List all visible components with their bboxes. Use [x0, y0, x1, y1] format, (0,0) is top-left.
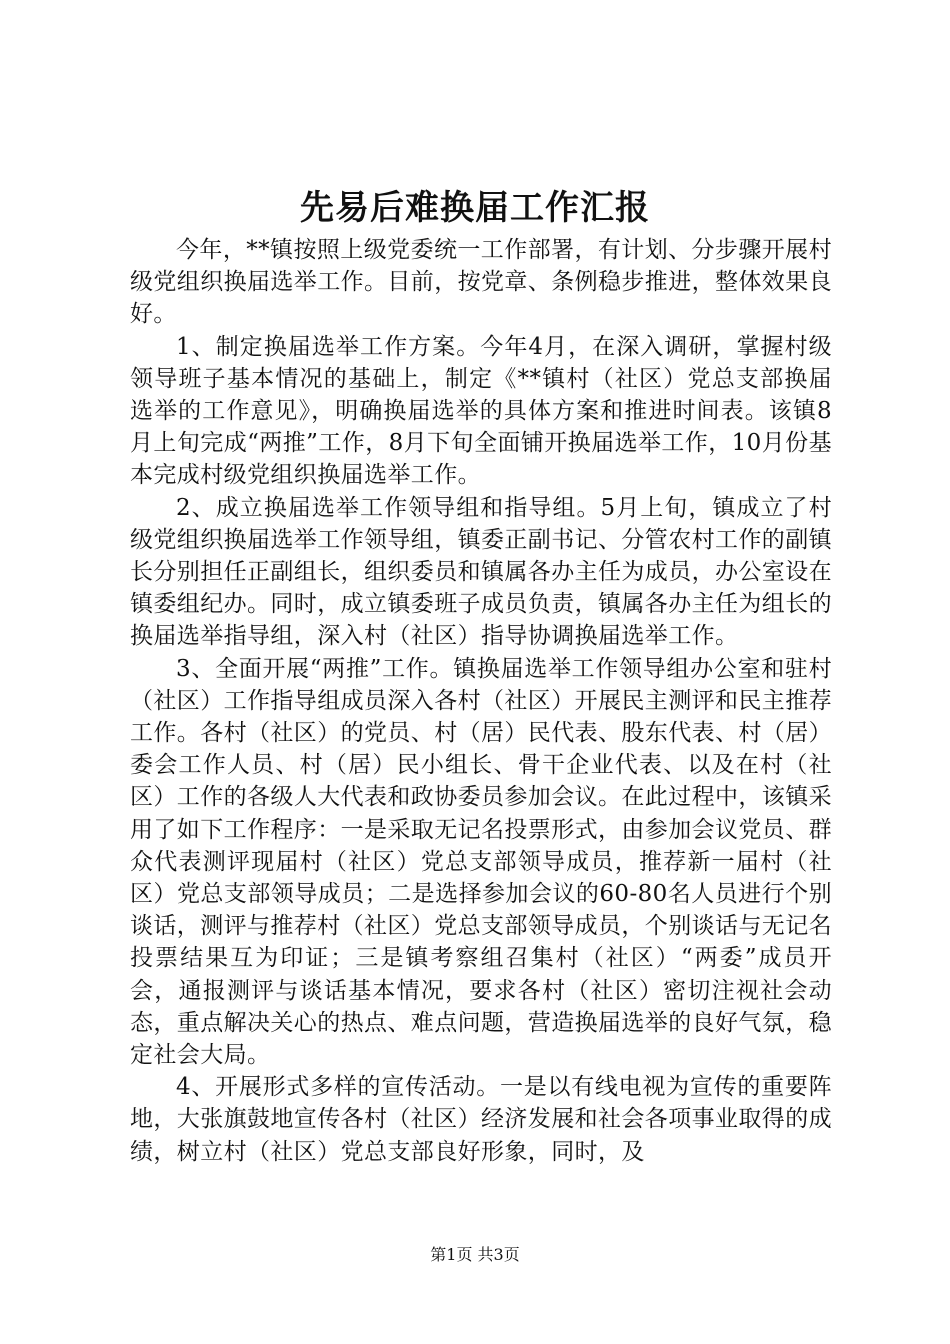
document-body — [130, 234, 832, 1168]
page-footer: 第1页 共3页 — [430, 1245, 520, 1264]
paragraph-2: 2、成立换届选举工作领导组和指导组。5月上旬，镇成立了村级党组织换届选举工作领导组，镇委正副书记、分管农村工作的副镇长分别担任正副组长，组织委员和镇属各办主任为成员，办公室设在镇委组纪办。同时，成立镇委班子成员负责，镇属各办主任为组长的换届选举指导组，深入村（社区）指导协调换届选举工作。 — [130, 494, 832, 650]
paragraph-intro: 今年，**镇按照上级党委统一工作部署，有计划、分步骤开展村级党组织换届选举工作。目前，按党章、条例稳步推进，整体效果良好。 — [130, 237, 832, 328]
paragraph-3: 3、全面开展“两推”工作。镇换届选举工作领导组办公室和驻村（社区）工作指导组成员深入各村（社区）开展民主测评和民主推荐工作。各村（社区）的党员、村（居）民代表、股东代表、村（居）委会工作人员、村（居）民小组长、骨干企业代表、以及在村（社区）工作的各级人大代表和政协委员参加会议。在此过程中，该镇采用了如下工作程序：一是采取无记名投票形式，由参加会议党员、群众代表测评现届村（社区）党总支部领导成员，推荐新一届村（社区）党总支部领导成员；二是选择参加会议的60-80名人员进行个别谈话，测评与推荐村（社区）党总支部领导成员，个别谈话与无记名投票结果互为印证；三是镇考察组召集村（社区）“两委”成员开会，通报测评与谈话基本情况，要求各村（社区）密切注视社会动态，重点解决关心的热点、难点问题，营造换届选举的良好气氛，稳定社会大局。 — [130, 655, 832, 1069]
paragraph-1: 1、制定换届选举工作方案。今年4月，在深入调研，掌握村级领导班子基本情况的基础上，制定《**镇村（社区）党总支部换届选举的工作意见》，明确换届选举的具体方案和推进时间表。该镇8月上旬完成“两推”工作，8月下旬全面铺开换届选举工作，10月份基本完成村级党组织换届选举工作。 — [130, 333, 832, 489]
paragraph-4: 4、开展形式多样的宣传活动。一是以有线电视为宣传的重要阵地，大张旗鼓地宣传各村（社区）经济发展和社会各项事业取得的成绩，树立村（社区）党总支部良好形象，同时，及 — [130, 1074, 832, 1165]
document-title: 先易后难换届工作汇报 — [300, 188, 650, 228]
